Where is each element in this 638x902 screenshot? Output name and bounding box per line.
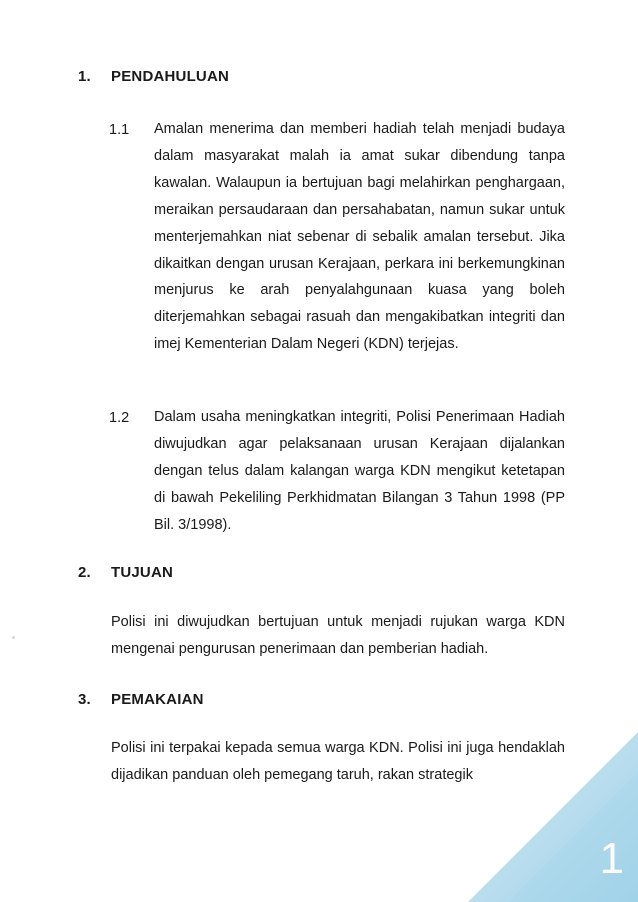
section-3-heading [78,691,378,711]
section-title: PEMAKAIAN [111,691,204,708]
section-title: PENDAHULUAN [111,68,230,85]
scan-speck [12,636,15,639]
section-number: 2. [78,564,91,581]
subsection-number: 1.1 [109,122,130,138]
paragraph-1-2: Dalam usaha meningkatkan integriti, Polisi Penerimaan Hadiah diwujudkan agar pelaksanaan urusan Kerajaan dijalankan dengan telus dalam kalangan warga KDN mengikut ketetapan di bawah Pekeliling Perkhidmatan Bilangan 3 Tahun 1998 (PP Bil. 3/1998). [154,409,565,533]
paragraph-2: Polisi ini diwujudkan bertujuan untuk menjadi rujukan warga KDN mengenai pengurusan penerimaan dan pemberian hadiah. [111,614,565,657]
paragraph-3: Polisi ini terpakai kepada semua warga KDN. Polisi ini juga hendaklah dijadikan panduan oleh pemegang taruh, rakan strategik [111,740,565,783]
section-number: 1. [78,68,91,85]
page-number: 1 [599,834,624,883]
section-2-heading [78,564,378,584]
subsection-number: 1.2 [109,410,130,426]
paragraph-1-1: Amalan menerima dan memberi hadiah telah menjadi budaya dalam masyarakat malah ia amat sukar dibendung tanpa kawalan. Walaupun ia bertujuan bagi melahirkan penghargaan, meraikan persaudaraan dan persahabatan, namun sukar untuk menterjemahkan niat sebenar di sebalik amalan tersebut. Jika dikaitkan dengan urusan Kerajaan, perkara ini berkemungkinan menjurus ke arah penyalahgunaan kuasa yang boleh diterjemahkan sebagai rasuah dan mengakibatkan integriti dan imej Kementerian Dalam Negeri (KDN) terjejas. [154,121,565,353]
section-1-heading [78,68,378,88]
section-number: 3. [78,691,91,708]
section-title: TUJUAN [111,564,174,581]
